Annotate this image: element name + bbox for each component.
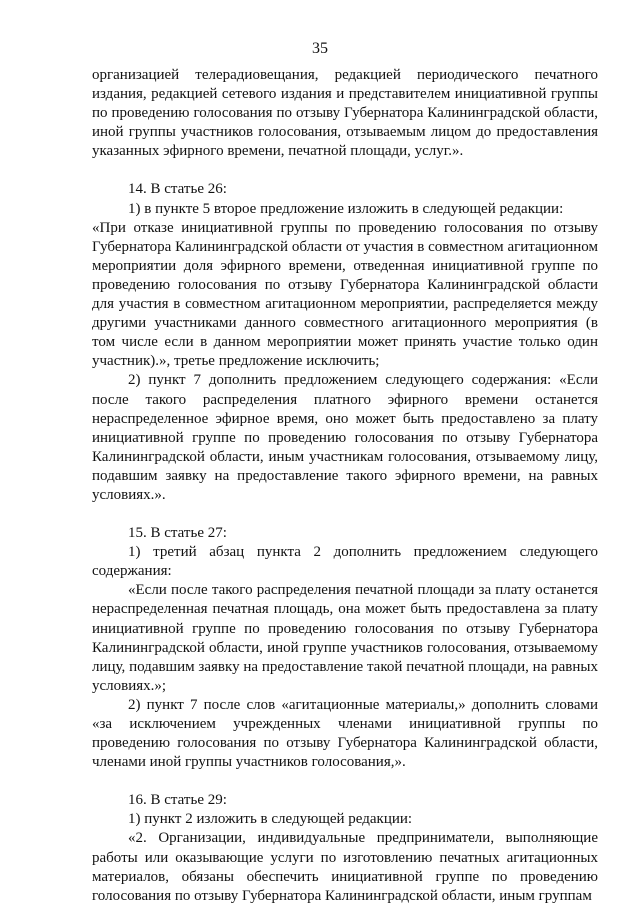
paragraph: 1) третий абзац пункта 2 дополнить предложением следующего содержания: <box>92 544 598 580</box>
paragraph: 16. В статье 29: <box>128 792 227 809</box>
paragraph: 15. В статье 27: <box>128 525 227 542</box>
paragraph: организацией телерадиовещания, редакцией периодического печатного издания, редакцией сетевого издания и представителем инициативной группы по проведению голосования по отзыву Губернатора Калининградской области, иной группы участников голосования, отзываемым лицом до предоставления указанных эфирного времени, печатной площади, услуг.». <box>92 67 598 160</box>
paragraph: «Если после такого распределения печатной площади за плату останется нераспределенная печатная площадь, она может быть предоставлена за плату инициативной группе по проведению голосования по отзыву Губернатора Калининградской области, иной группе участников голосования, отзываемому лицу, подавшим заявку на предоставление такой печатной площади, на равных условиях.»; <box>92 582 598 694</box>
paragraph: 2) пункт 7 после слов «агитационные материалы,» дополнить словами «за исключением учрежденных членами инициативной группы по проведению голосования по отзыву Губернатора Калининградской области, членами иной группы участников голосования,». <box>92 696 598 771</box>
paragraph: 1) пункт 2 изложить в следующей редакции: <box>128 811 413 828</box>
paragraph: «2. Организации, индивидуальные предприниматели, выполняющие работы или оказывающие услуги по изготовлению печатных агитационных материалов, обязаны обеспечить инициативной группе по проведению голосования по отзыву Губернатора Калининградской области, иным группам <box>92 830 598 904</box>
page-number: 35 <box>312 40 328 57</box>
document-body <box>92 66 598 906</box>
paragraph: 14. В статье 26: <box>128 181 227 198</box>
paragraph: «При отказе инициативной группы по проведению голосования по отзыву Губернатора Калининградской области от участия в совместном агитационном мероприятии доля эфирного времени, отведенная инициативной группе по проведению голосования по отзыву Губернатора Калининградской области для участия в совместном агитационном мероприятии, распределяется между другими участниками данного совместного агитационного мероприятия (в том числе если в данном мероприятии может принять участие только один участник).», третье предложение исключить; <box>92 219 598 370</box>
paragraph: 2) пункт 7 дополнить предложением следующего содержания: «Если после такого распределения платного эфирного времени останется нераспределенное эфирное время, оно может быть предоставлено за плату инициативной группе по проведению голосования по отзыву Губернатора Калининградской области, иным участникам голосования, отзываемому лицу, подавшим заявку на предоставление такого эфирного времени, на равных условиях.». <box>92 372 598 503</box>
paragraph: 1) в пункте 5 второе предложение изложить в следующей редакции: <box>128 200 564 217</box>
